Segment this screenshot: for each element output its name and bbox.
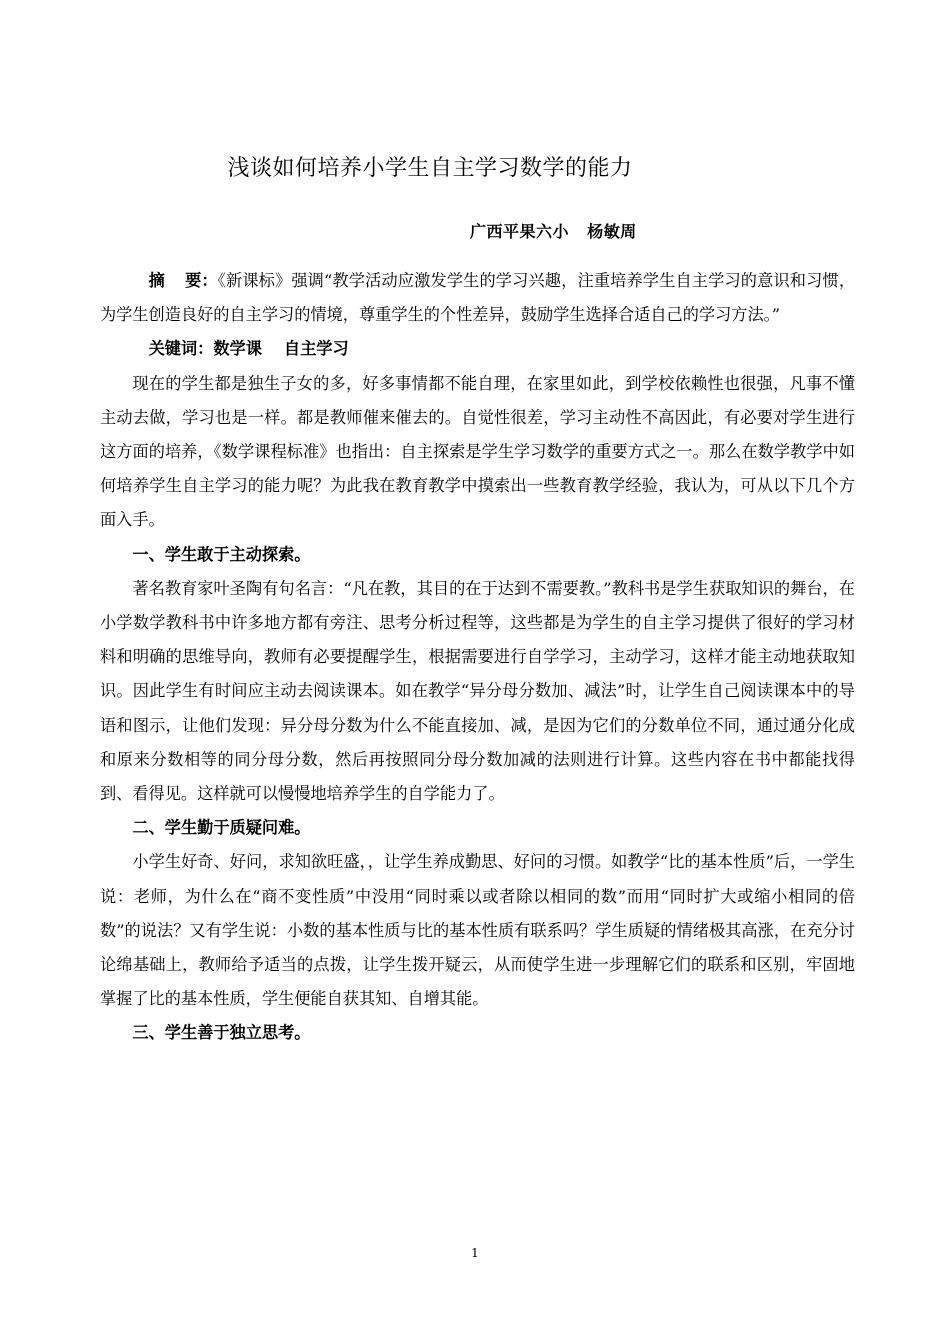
author-line: 广西平果六小 杨敏周 xyxy=(470,222,637,241)
section-paragraph: 小学生好奇、好问，求知欲旺盛，，让学生养成勤思、好问的习惯。如教学“比的基本性质”后，一学生说：老师，为什么在“商不变性质”中没用“同时乘以或者除以相同的数”而用“同时扩大或缩小相同的倍数”的说法？又有学生说：小数的基本性质与比的基本性质有联系吗？学生质疑的情绪极其高涨，在充分讨论绵基础上，教师给予适当的点拨，让学生拨开疑云，从而使学生进一步理解它们的联系和区别，牢固地掌握了比的基本性质，学生便能自获其知、自增其能。 xyxy=(100,852,855,1009)
keywords-line xyxy=(100,332,855,366)
document-body xyxy=(100,264,855,1051)
section-heading: 三、学生善于独立思考。 xyxy=(132,1023,311,1043)
abstract-label: 摘 要： xyxy=(148,271,218,290)
keyword-item: 自主学习 xyxy=(283,339,349,359)
section-heading: 一、学生敢于主动探索。 xyxy=(132,544,311,564)
section-paragraph: 著名教育家叶圣陶有句名言：“凡在教，其目的在于达到不需要教。”教科书是学生获取知识的舞台，在小学数学教科书中许多地方都有旁注、思考分析过程等，这些都是为学生的自主学习提供了很好的学习材料和明确的思维导向，教师有必要提醒学生，根据需要进行自学学习，主动学习，这样才能主动地获取知识。因此学生有时间应主动去阅读课本。如在教学“异分母分数加、减法”时，让学生自己阅读课本中的导语和图示，让他们发现：异分母分数为什么不能直接加、减，是因为它们的分数单位不同，通过通分化成和原来分数相等的同分母分数，然后再按照同分母分数加减的法则进行计算。这些内容在书中都能找得到、看得见。这样就可以慢慢地培养学生的自学能力了。 xyxy=(100,578,855,804)
intro-paragraph: 现在的学生都是独生子女的多，好多事情都不能自理，在家里如此，到学校依赖性也很强，凡事不懂主动去做，学习也是一样。都是教师催来催去的。自觉性很差，学习主动性不高因此，有必要对学生进行这方面的培养，《数学课程标准》也指出：自主探索是学生学习数学的重要方式之一。那么在数学教学中如何培养学生自主学习的能力呢？为此我在教育教学中摸索出一些教育教学经验，我认为，可从以下几个方面入手。 xyxy=(100,373,855,530)
abstract-text: 《新课标》强调“教学活动应激发学生的学习兴趣，注重培养学生自主学习的意识和习惯，为学生创造良好的自主学习的情境，尊重学生的个性差异，鼓励学生选择合适自己的学习方法。” xyxy=(100,271,856,325)
page-number: 1 xyxy=(471,1246,479,1260)
abstract-paragraph xyxy=(100,264,855,332)
keywords-label: 关键词： xyxy=(148,339,214,359)
keyword-item: 数学课 xyxy=(213,339,262,359)
document-title: 浅谈如何培养小学生自主学习数学的能力 xyxy=(227,156,633,181)
section-heading: 二、学生勤于质疑问难。 xyxy=(132,818,311,838)
